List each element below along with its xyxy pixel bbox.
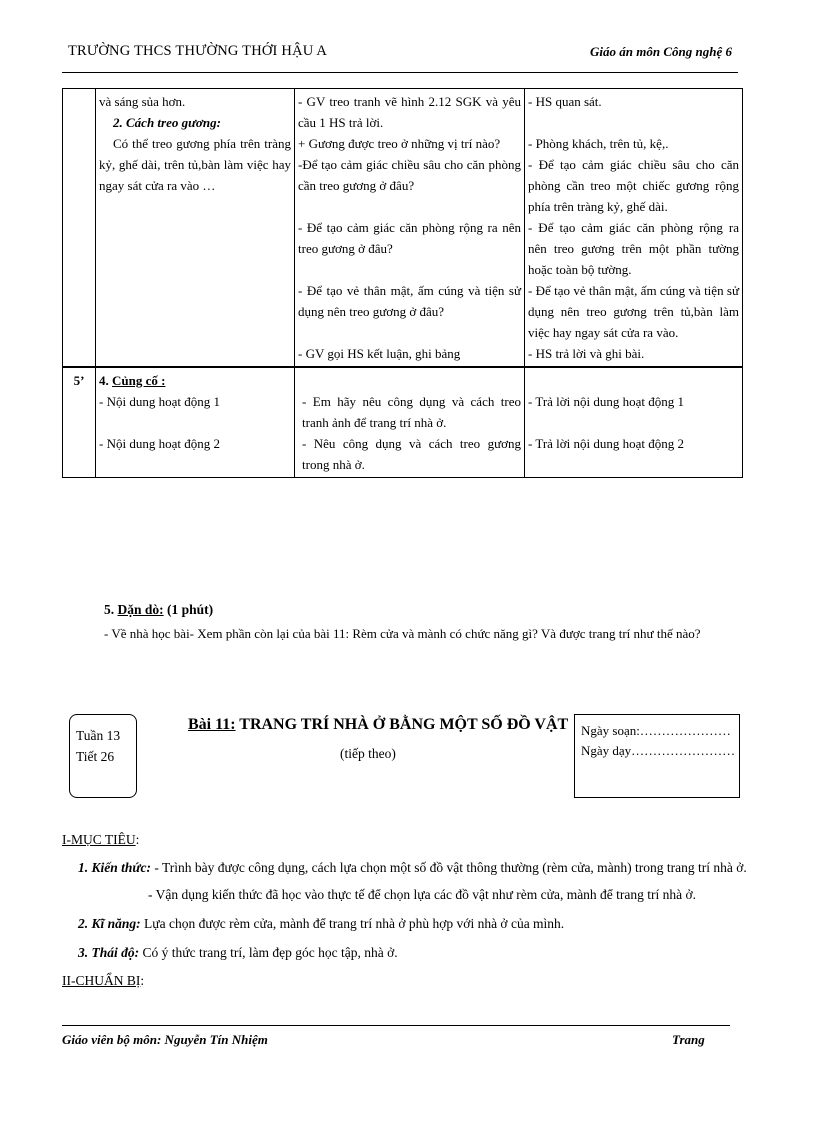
dan-do-title: Dặn dò: <box>117 602 164 617</box>
time-cell: 5’ <box>63 367 96 478</box>
teacher-line: - GV treo tranh vẽ hình 2.12 SGK và yêu cầu 1 HS trả lời. <box>298 94 521 130</box>
header-divider <box>62 72 738 73</box>
teacher-line: + Gương được treo ở những vị trí nào? <box>298 136 501 151</box>
student-line: - Trả lời nội dung hoạt động 2 <box>528 436 685 451</box>
knowledge-label: 1. Kiến thức: <box>78 860 151 875</box>
student-line: - Phòng khách, trên tủ, kệ,. <box>528 136 669 151</box>
objectives-title: I-MỤC TIÊU <box>62 832 136 847</box>
teacher-line: -Để tạo cảm giác chiều sâu cho căn phòng cần treo gương ở đâu? <box>298 157 521 193</box>
skills-label: 2. Kĩ năng: <box>78 916 141 931</box>
teacher-line: - Để tạo cảm giác căn phòng rộng ra nên treo gương ở đâu? <box>298 220 521 256</box>
student-line: - HS trả lời và ghi bài. <box>528 346 645 361</box>
period-label: Tiết 26 <box>76 749 115 764</box>
lesson-number: Bài 11: <box>188 716 236 733</box>
objectives-heading: I-MỤC TIÊU: <box>62 832 140 847</box>
student-line: - Để tạo vẻ thân mật, ấm cúng và tiện sử dụng nên treo gương trên tủ,bàn làm việc hay ngay sát cửa ra vào. <box>528 283 739 340</box>
time-cell <box>63 89 96 368</box>
table-row <box>63 367 743 478</box>
teacher-line: - Em hãy nêu công dụng và cách treo tranh ảnh để trang trí nhà ở. <box>302 394 521 430</box>
knowledge-line: 1. Kiến thức: - Trình bày được công dụng, cách lựa chọn một số đồ vật thông thường (rèm cửa, mành) trong trang trí nhà ở. <box>78 860 747 875</box>
lesson-table <box>62 88 743 478</box>
teacher-activity-cell <box>295 367 525 478</box>
prep-date: Ngày soạn:………………… <box>581 723 731 738</box>
lesson-title <box>188 716 568 734</box>
student-activity-cell <box>525 89 743 368</box>
student-line: - HS quan sát. <box>528 94 602 109</box>
footer-teacher: Giáo viên bộ môn: Nguyễn Tín Nhiệm <box>62 1032 268 1047</box>
teacher-line: - GV gọi HS kết luận, ghi bảng <box>298 346 461 361</box>
content-cell <box>96 89 295 368</box>
content-cell <box>96 367 295 478</box>
heading-number: 4. <box>99 373 112 388</box>
dan-do-number: 5. <box>104 602 118 617</box>
week-label: Tuần 13 <box>76 728 121 743</box>
footer-divider <box>62 1025 730 1026</box>
section-heading: Củng cố : <box>112 373 166 388</box>
preparation-title: II-CHUẨN BỊ <box>62 973 141 988</box>
dan-do-heading <box>104 602 213 618</box>
preparation-heading: II-CHUẨN BỊ: <box>62 973 145 988</box>
attitude-line: 3. Thái độ: Có ý thức trang trí, làm đẹp góc học tập, nhà ở. <box>78 945 398 960</box>
dan-do-time: (1 phút) <box>163 602 214 617</box>
date-box <box>574 714 740 798</box>
content-line: - Nội dung hoạt động 1 <box>99 394 220 409</box>
dan-do-text: - Về nhà học bài- Xem phần còn lại của bài 11: Rèm cửa và mành có chức năng gì? Và được trang trí như thế nào? <box>104 626 701 641</box>
teacher-activity-cell <box>295 89 525 368</box>
lesson-name: TRANG TRÍ NHÀ Ở BẰNG MỘT SỐ ĐỒ VẬT <box>235 716 569 733</box>
week-box <box>69 714 137 798</box>
student-line: - Để tạo cảm giác chiều sâu cho căn phòng cần treo một chiếc gương rộng phía trên tràng kỷ, ghế dài. <box>528 157 739 214</box>
teach-date: Ngày dạy…………………… <box>581 743 736 758</box>
section-heading: 2. Cách treo gương: <box>113 115 221 130</box>
content-paragraph: Có thể treo gương phía trên tràng kỷ, ghế dài, trên tủ,bàn làm việc hay ngay sát cửa ra vào … <box>99 136 291 193</box>
lesson-subtitle: (tiếp theo) <box>340 746 396 761</box>
footer-page: Trang <box>672 1032 705 1047</box>
table-row <box>63 89 743 368</box>
teacher-line: - Nêu công dụng và cách treo gương trong nhà ở. <box>302 436 521 472</box>
teacher-line: - Để tạo vẻ thân mật, ấm cúng và tiện sử dụng nên treo gương ở đâu? <box>298 283 521 319</box>
student-line: - Để tạo cảm giác căn phòng rộng ra nên treo gương trên một phần tường hoặc toàn bộ tường. <box>528 220 739 277</box>
attitude-label: 3. Thái độ: <box>78 945 140 960</box>
content-line: - Nội dung hoạt động 2 <box>99 436 220 451</box>
skills-line: 2. Kĩ năng: Lựa chọn được rèm cửa, mành để trang trí nhà ở phù hợp với nhà ở của mình. <box>78 916 565 931</box>
knowledge-line-2: - Vận dụng kiến thức đã học vào thực tế để chọn lựa các đồ vật như rèm cửa, mành để trang trí nhà ở. <box>148 887 697 902</box>
content-line: và sáng sủa hơn. <box>99 94 186 109</box>
student-line: - Trả lời nội dung hoạt động 1 <box>528 394 685 409</box>
student-activity-cell <box>525 367 743 478</box>
header-school: TRƯỜNG THCS THƯỜNG THỚI HẬU A <box>68 43 328 59</box>
header-doc-title: Giáo án môn Công nghệ 6 <box>590 44 732 59</box>
